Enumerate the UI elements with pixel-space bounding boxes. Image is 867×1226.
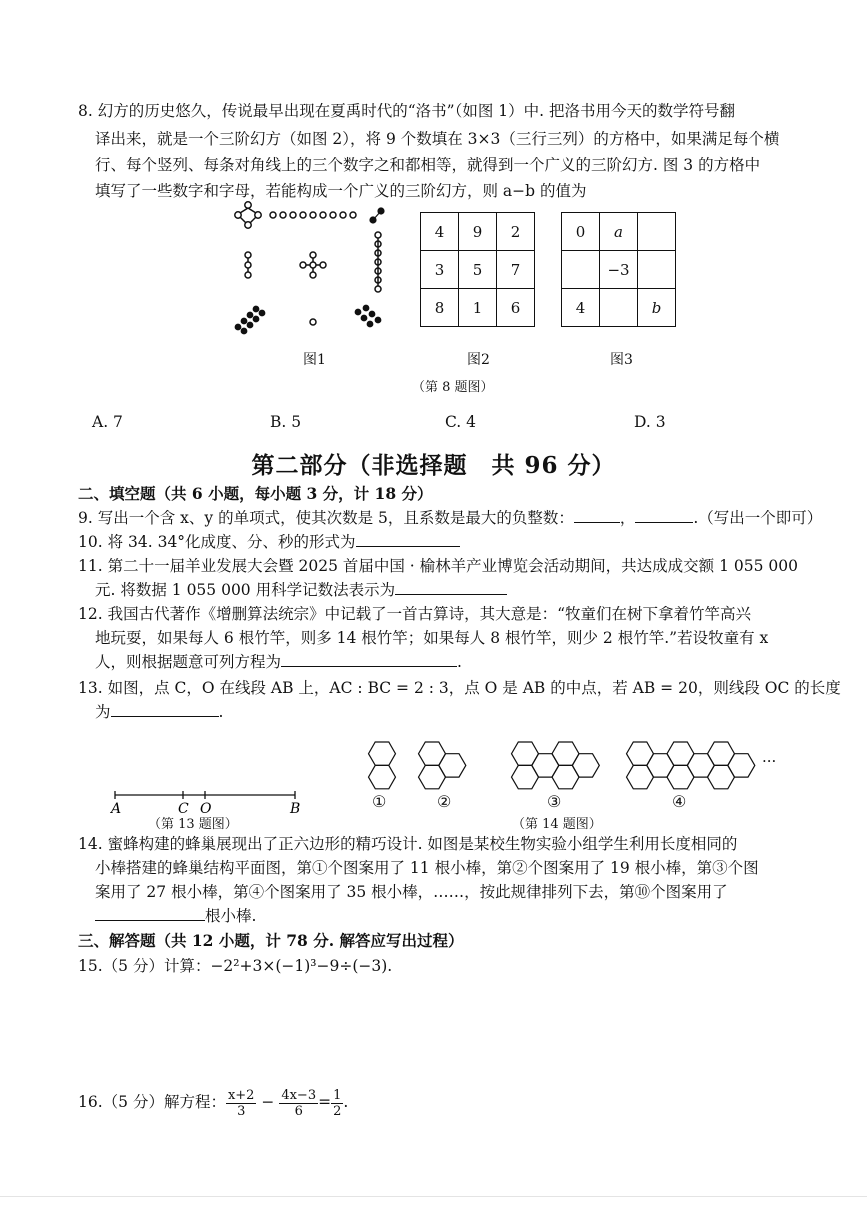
grid3-cell: 0 <box>562 213 600 251</box>
q14-blank <box>95 906 205 921</box>
option-a: A. 7 <box>92 413 123 431</box>
fraction-denominator: 3 <box>237 1103 246 1119</box>
q14-line1: 14. 蜜蜂构建的蜂巢展现出了正六边形的精巧设计. 如图是某校生物实验小组学生利用长度相同的 <box>78 835 738 853</box>
q12-line3 <box>95 652 462 672</box>
option-b: B. 5 <box>270 413 302 431</box>
grid3-cell: b <box>638 289 676 327</box>
q14-line3: 案用了 27 根小棒，第④个图案用了 35 根小棒，……，按此规律排列下去，第⑩个图案用了 <box>95 883 728 901</box>
point-o-label: O <box>200 801 212 817</box>
q12-period: . <box>457 653 462 671</box>
q13-period: . <box>218 703 224 721</box>
grid3-cell <box>638 251 676 289</box>
q16-text: 16.（5 分）解方程： <box>78 1093 226 1111</box>
grid3-cell <box>562 251 600 289</box>
q9 <box>78 508 822 528</box>
hexagon-cell <box>572 754 599 777</box>
grid2-cell: 3 <box>421 251 459 289</box>
part2-title: 第二部分（非选择题 共 96 分） <box>251 452 616 479</box>
fig3-label: 图3 <box>610 352 633 368</box>
q13-text: 为 <box>95 703 111 721</box>
q8-line4: 填写了一些数字和字母，若能构成一个广义的三阶幻方，则 a−b 的值为 <box>95 182 587 200</box>
hexagon-cell <box>647 754 674 777</box>
q12-text: 人，则根据题意可列方程为 <box>95 653 282 671</box>
q16-fraction-1 <box>226 1088 257 1119</box>
point-b-label: B <box>290 801 301 817</box>
section3-heading: 三、解答题（共 12 小题，计 78 分. 解答应写出过程） <box>78 931 464 950</box>
q16 <box>78 1084 348 1120</box>
fraction-numerator: x+2 <box>227 1087 255 1103</box>
hexagon-cell <box>728 754 755 777</box>
q9-blank-1 <box>574 508 620 523</box>
q8-line2: 译出来，就是一个三阶幻方（如图 2），将 9 个数填在 3×3（三行三列）的方格中，如果满足每个横 <box>95 130 780 148</box>
fraction-denominator: 2 <box>333 1103 342 1119</box>
q8-line3: 行、每个竖列、每条对角线上的三个数字之和都相等，就得到一个广义的三阶幻方. 图 3 的方格中 <box>95 156 761 174</box>
luoshu-figure <box>228 200 398 335</box>
option-c: C. 4 <box>445 413 477 431</box>
hexagon-cell <box>369 742 396 765</box>
q10 <box>78 532 460 552</box>
page-bottom-divider <box>0 1196 867 1197</box>
hexagon-cell <box>369 765 396 788</box>
q14-line2: 小棒搭建的蜂巢结构平面图，第①个图案用了 11 根小棒，第②个图案用了 19 根小棒，第③个图 <box>95 859 759 877</box>
option-d: D. 3 <box>634 413 666 431</box>
q14-figure-caption: （第 14 题图） <box>512 817 602 832</box>
pattern-3-label: ③ <box>547 792 562 811</box>
fraction-numerator: 4x−3 <box>281 1087 317 1103</box>
q9-blank-2 <box>635 508 693 523</box>
fig2-label: 图2 <box>467 352 490 368</box>
q8-line1: 8. 幻方的历史悠久，传说最早出现在夏禹时代的“洛书”（如图 1）中. 把洛书用今天的数学符号翻 <box>78 102 735 120</box>
q12-line1: 12. 我国古代著作《增删算法统宗》中记载了一首古算诗，其大意是：“牧童们在树下拿着竹竿高兴 <box>78 605 752 623</box>
q12-line2: 地玩耍，如果每人 6 根竹竿，则多 14 根竹竿；如果每人 8 根竹竿，则少 2 根竹竿.”若设牧童有 x <box>95 629 769 647</box>
grid2-cell: 9 <box>459 213 497 251</box>
q12-blank <box>281 652 457 667</box>
hexagon-cell <box>532 754 559 777</box>
q11-blank <box>395 580 507 595</box>
pattern-2-label: ② <box>437 792 452 811</box>
q15: 15.（5 分）计算：−2²+3×(−1)³−9÷(−3). <box>78 957 393 975</box>
pattern-4-label: ④ <box>672 792 687 811</box>
q9-comma: ， <box>619 509 636 527</box>
grid3-cell: −3 <box>600 251 638 289</box>
grid2-cell: 2 <box>497 213 535 251</box>
q16-fraction-2 <box>279 1088 318 1119</box>
fraction-numerator: 1 <box>333 1087 342 1103</box>
q10-blank <box>356 532 460 547</box>
grid2-cell: 1 <box>459 289 497 327</box>
fraction-denominator: 6 <box>294 1103 303 1119</box>
pattern-ellipsis: ··· <box>762 752 777 770</box>
partial-magic-square-grid <box>561 212 676 327</box>
q8-figure-caption: （第 8 题图） <box>412 380 494 395</box>
q16-fraction-3 <box>331 1088 343 1119</box>
q16-period: . <box>343 1093 349 1111</box>
grid2-cell: 6 <box>497 289 535 327</box>
grid2-cell: 8 <box>421 289 459 327</box>
hexagon-cell <box>439 754 466 777</box>
section2-heading: 二、填空题（共 6 小题，每小题 3 分，计 18 分） <box>78 484 433 503</box>
grid3-cell: 4 <box>562 289 600 327</box>
q11-line1: 11. 第二十一届羊业发展大会暨 2025 首届中国 · 榆林羊产业博览会活动期间，共达成成交额 1 055 000 <box>78 557 798 575</box>
q13-line2 <box>95 702 223 722</box>
magic-square-grid <box>420 212 535 327</box>
pattern-1-label: ① <box>372 792 387 811</box>
q9-tail: .（写出一个即可） <box>693 509 823 527</box>
q11-line2 <box>95 580 507 600</box>
grid2-cell: 7 <box>497 251 535 289</box>
q16-equals: = <box>318 1093 332 1111</box>
grid3-cell <box>600 289 638 327</box>
q14-tail: 根小棒. <box>205 907 257 925</box>
grid3-cell: a <box>600 213 638 251</box>
grid3-cell <box>638 213 676 251</box>
hexagon-cell <box>687 754 714 777</box>
grid2-cell: 5 <box>459 251 497 289</box>
q11-text: 元. 将数据 1 055 000 用科学记数法表示为 <box>95 581 396 599</box>
q13-line1: 13. 如图，点 C，O 在线段 AB 上，AC : BC = 2 : 3，点 O 是 AB 的中点，若 AB = 20，则线段 OC 的长度 <box>78 679 841 697</box>
fig1-label: 图1 <box>303 352 326 368</box>
grid2-cell: 4 <box>421 213 459 251</box>
q10-text: 10. 将 34. 34°化成度、分、秒的形式为 <box>78 533 356 551</box>
q9-text: 9. 写出一个含 x、y 的单项式，使其次数是 5，且系数是最大的负整数： <box>78 509 574 527</box>
q14-line4 <box>95 906 256 926</box>
q13-blank <box>111 702 219 717</box>
q16-minus: − <box>261 1093 275 1111</box>
point-c-label: C <box>178 801 189 817</box>
point-a-label: A <box>111 801 122 817</box>
honeycomb-figure <box>340 720 800 820</box>
q13-figure-caption: （第 13 题图） <box>148 817 238 832</box>
